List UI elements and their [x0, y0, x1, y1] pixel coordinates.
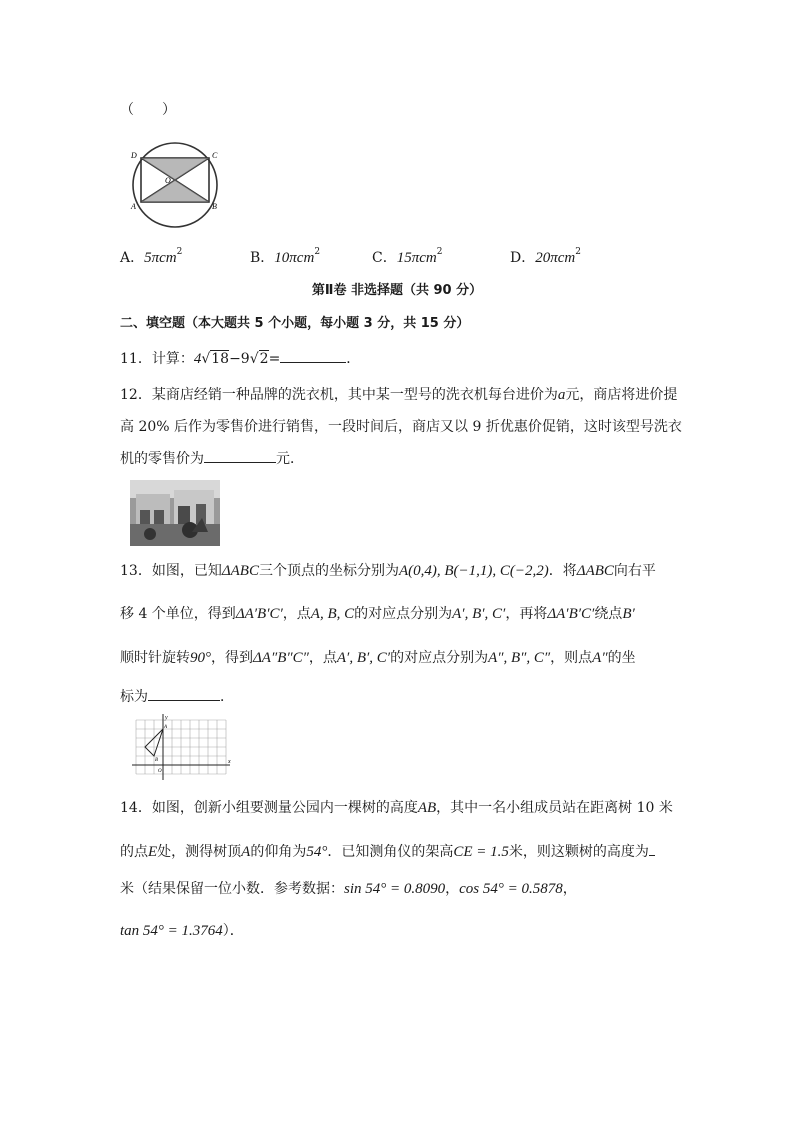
option-c[interactable]: C．15πcm$^2$ [372, 247, 443, 266]
question-13-line3: 顺时针旋转90°，得到ΔA″B″C″，点A′, B′, C′的对应点分别为A″, B″, C″，则点A″的坐 [120, 650, 636, 666]
label-o: O [165, 176, 171, 185]
question-11: 11．计算：4√18−9√2= ． [120, 348, 360, 369]
option-d[interactable]: D．20πcm$^2$ [510, 247, 581, 266]
label-c: C [212, 151, 218, 160]
question-14-line4: tan 54° = 1.3764）． [120, 923, 244, 939]
question-13-line2: 移 4 个单位，得到ΔA′B′C′，点A, B, C的对应点分别为A′, B′, C′，再将ΔA′B′C′绕点B′ [120, 606, 635, 622]
section-fill-blank-title: 二、填空题（本大题共 5 个小题，每小题 3 分，共 15 分） [120, 316, 470, 331]
coordinate-grid-figure [130, 712, 234, 784]
answer-paren: （ ） [120, 102, 176, 118]
label-d: D [131, 151, 137, 160]
option-b[interactable]: B．10πcm$^2$ [250, 247, 321, 266]
q12-answer-blank[interactable] [204, 448, 276, 463]
question-12-line2: 高 20% 后作为零售价进行销售，一段时间后，商店又以 9 折优惠价促销，这时该型号洗衣 [120, 419, 682, 435]
q13-answer-blank[interactable] [148, 686, 220, 701]
axis-label-x: x [228, 759, 231, 765]
question-14-line2: 的点E处，测得树顶A的仰角为54°．已知测角仪的架高CE = 1.5米，则这颗树的高度为 [120, 841, 655, 862]
axis-label-y: y [165, 715, 168, 721]
question-12-line1: 12．某商店经销一种品牌的洗衣机，其中某一型号的洗衣机每台进价为a元，商店将进价提 [120, 387, 678, 403]
point-label-b: B [155, 758, 159, 763]
q14-answer-blank[interactable] [649, 841, 655, 856]
q11-answer-blank[interactable] [280, 348, 346, 363]
label-a: A [131, 202, 136, 211]
circle-rectangle-figure [128, 138, 222, 230]
origin-label: O [158, 769, 162, 774]
question-13-line4: 标为 ． [120, 686, 234, 707]
question-14-line1: 14．如图，创新小组要测量公园内一棵树的高度AB，其中一名小组成员站在距离树 10 米 [120, 800, 673, 816]
question-13-line1: 13．如图，已知ΔABC三个顶点的坐标分别为A(0,4), B(−1,1), C(−2,2)．将ΔABC向右平 [120, 563, 656, 579]
question-14-line3: 米（结果保留一位小数．参考数据：sin 54° = 0.8090，cos 54° = 0.5878， [120, 881, 577, 897]
label-b: B [212, 202, 217, 211]
option-a[interactable]: A．5πcm$^2$ [120, 247, 183, 266]
question-12-line3: 机的零售价为 元． [120, 448, 304, 469]
part-two-title: 第Ⅱ卷 非选择题（共 90 分） [311, 283, 483, 298]
store-photo [130, 480, 220, 546]
point-label-a: A [164, 725, 168, 730]
